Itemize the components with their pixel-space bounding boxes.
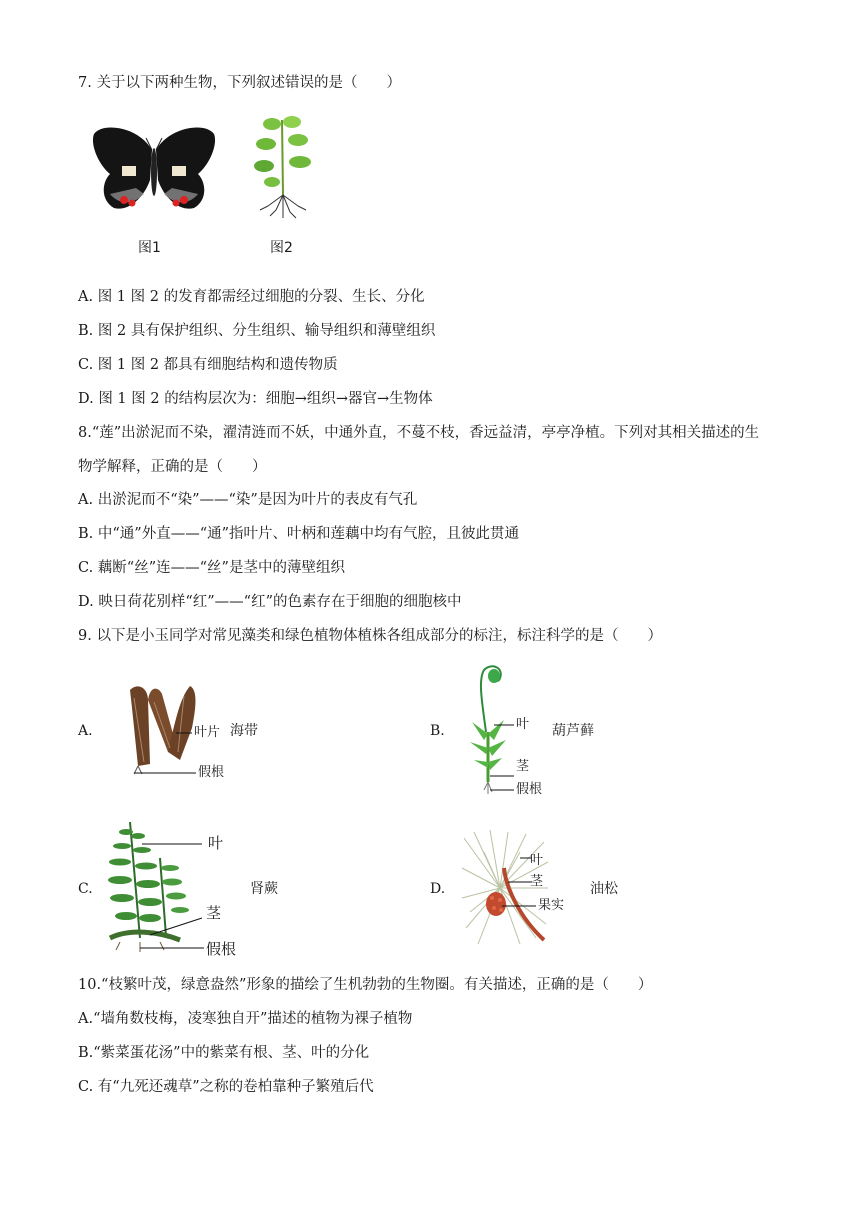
- q8-stem-line2: 物学解释，正确的是（ ）: [78, 459, 267, 475]
- q7-option-b: B. 图 2 具有保护组织、分生组织、输导组织和薄壁组织: [78, 323, 436, 339]
- q10-option-c: C. 有“九死还魂草”之称的卷柏靠种子繁殖后代: [78, 1079, 374, 1095]
- fern-label-leaf: 叶: [208, 834, 224, 852]
- moss-label-rhizoid: 假根: [516, 782, 543, 797]
- q10-option-b: B.“紫菜蛋花汤”中的紫菜有根、茎、叶的分化: [78, 1045, 370, 1061]
- q9-option-c-letter: C.: [78, 881, 93, 897]
- q8-stem-line1: 8.“莲”出淤泥而不染，濯清涟而不妖，中通外直，不蔓不枝，香远益清，亭亭净植。下列对其相关描述的生: [78, 425, 760, 441]
- q9-option-b-name: 葫芦藓: [552, 723, 594, 739]
- moss-label-leaf: 叶: [516, 717, 530, 732]
- kelp-label-blade: 叶片: [194, 725, 221, 740]
- q9-option-c-name: 肾蕨: [250, 881, 278, 897]
- q8-option-b: B. 中“通”外直——“通”指叶片、叶柄和莲藕中均有气腔，且彼此贯通: [78, 526, 520, 542]
- pine-label-fruit: 果实: [538, 898, 565, 913]
- q9-option-d-name: 油松: [590, 881, 618, 897]
- q8-option-a: A. 出淤泥而不“染”——“染”是因为叶片的表皮有气孔: [78, 492, 418, 508]
- butterfly-figure: [88, 120, 220, 222]
- pine-label-leaf: 叶: [530, 853, 544, 868]
- q9-option-a-letter: A.: [78, 723, 93, 739]
- kelp-label-holdfast: 假根: [198, 765, 225, 780]
- q7-option-d: D. 图 1 图 2 的结构层次为：细胞→组织→器官→生物体: [78, 391, 433, 407]
- q7-option-c: C. 图 1 图 2 都具有细胞结构和遗传物质: [78, 357, 338, 373]
- q8-option-d: D. 映日荷花别样“红”——“红”的色素存在于细胞的细胞核中: [78, 594, 462, 610]
- fig2-caption: 图2: [270, 240, 293, 256]
- fig1-caption: 图1: [138, 240, 161, 256]
- q9-option-b-letter: B.: [430, 723, 445, 739]
- pine-label-stem: 茎: [530, 874, 544, 889]
- q7-option-a: A. 图 1 图 2 的发育都需经过细胞的分裂、生长、分化: [78, 289, 425, 305]
- q7-stem: 7. 关于以下两种生物，下列叙述错误的是（ ）: [78, 75, 401, 91]
- q9-option-a-name: 海带: [230, 723, 258, 739]
- moss-label-stem: 茎: [516, 759, 530, 774]
- fern-label-rootlike: 假根: [206, 940, 237, 958]
- fern-label-stem: 茎: [206, 904, 222, 922]
- q9-stem: 9. 以下是小玉同学对常见藻类和绿色植物体植株各组成部分的标注，标注科学的是（ ）: [78, 628, 662, 644]
- q9-option-d-letter: D.: [430, 881, 446, 897]
- q10-option-a: A.“墙角数枝梅，凌寒独自开”描述的植物为裸子植物: [78, 1011, 413, 1027]
- q10-stem: 10.“枝繁叶茂，绿意盎然”形象的描绘了生机勃勃的生物圈。有关描述，正确的是（ ）: [78, 977, 653, 993]
- q8-option-c: C. 藕断“丝”连——“丝”是茎中的薄壁组织: [78, 560, 345, 576]
- seedling-figure: [246, 110, 316, 225]
